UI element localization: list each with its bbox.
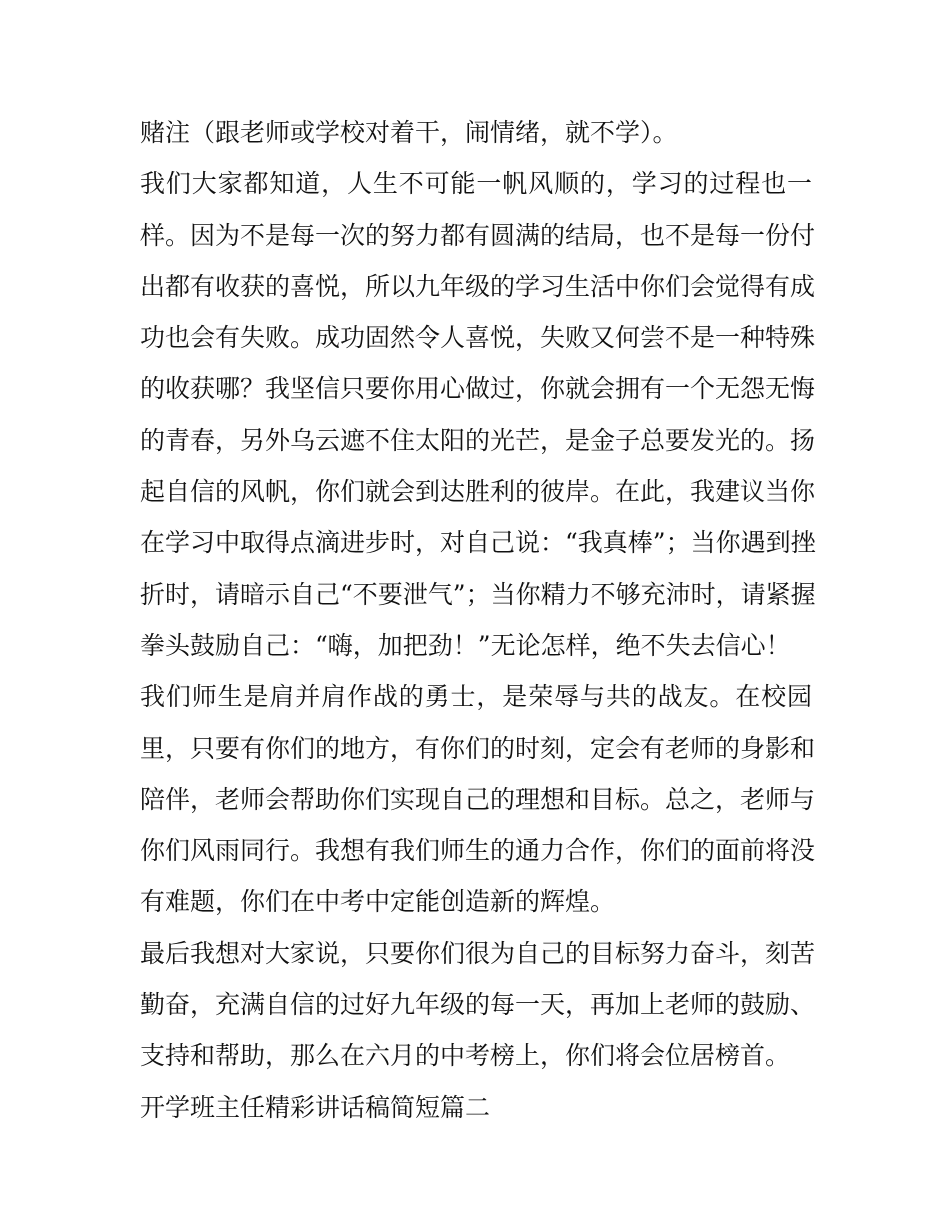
text-line: 勤奋，充满自信的过好九年级的每一天，再加上老师的鼓励、 [140,990,816,1020]
paragraph [140,107,812,158]
section-heading [140,1082,812,1133]
text-line: 的收获哪？我坚信只要你用心做过，你就会拥有一个无怨无悔 [140,374,816,404]
text-line: 陪伴，老师会帮助你们实现自己的理想和目标。总之，老师与 [140,784,816,814]
text-line: 出都有收获的喜悦，所以九年级的学习生活中你们会觉得有成 [140,271,816,301]
text-line: 功也会有失败。成功固然令人喜悦，失败又何尝不是一种特殊 [140,323,816,353]
text-line: 里，只要有你们的地方，有你们的时刻，定会有老师的身影和 [140,733,816,763]
text-line: 的青春，另外乌云遮不住太阳的光芒，是金子总要发光的。扬 [140,425,816,455]
text-line: 最后我想对大家说，只要你们很为自己的目标努力奋斗，刻苦 [140,938,816,968]
paragraph [140,928,816,1082]
text-line: 你们风雨同行。我想有我们师生的通力合作，你们的面前将没 [140,836,816,866]
text-column [140,107,816,1133]
text-line: 样。因为不是每一次的努力都有圆满的结局，也不是每一份付 [140,220,816,250]
paragraph [140,158,816,671]
text-line: 有难题，你们在中考中定能创造新的辉煌。 [140,887,616,917]
paragraph [140,671,816,927]
text-line: 支持和帮助，那么在六月的中考榜上，你们将会位居榜首。 [140,1041,791,1071]
text-line: 我们师生是肩并肩作战的勇士，是荣辱与共的战友。在校园 [140,682,812,712]
text-line: 拳头鼓励自己：“嗨，加把劲！”无论怎样，绝不失去信心！ [140,630,791,660]
text-line: 起自信的风帆，你们就会到达胜利的彼岸。在此，我建议当你 [140,477,816,507]
text-line: 折时，请暗示自己“不要泄气”；当你精力不够充沛时，请紧握 [140,579,816,609]
text-line: 在学习中取得点滴进步时，对自己说：“我真棒”；当你遇到挫 [140,528,816,558]
heading-line: 开学班主任精彩讲话稿简短篇二 [140,1092,491,1122]
text-line: 赌注（跟老师或学校对着干，闹情绪，就不学）。 [140,118,678,147]
text-line: 我们大家都知道，人生不可能一帆风顺的，学习的过程也一 [140,169,812,199]
